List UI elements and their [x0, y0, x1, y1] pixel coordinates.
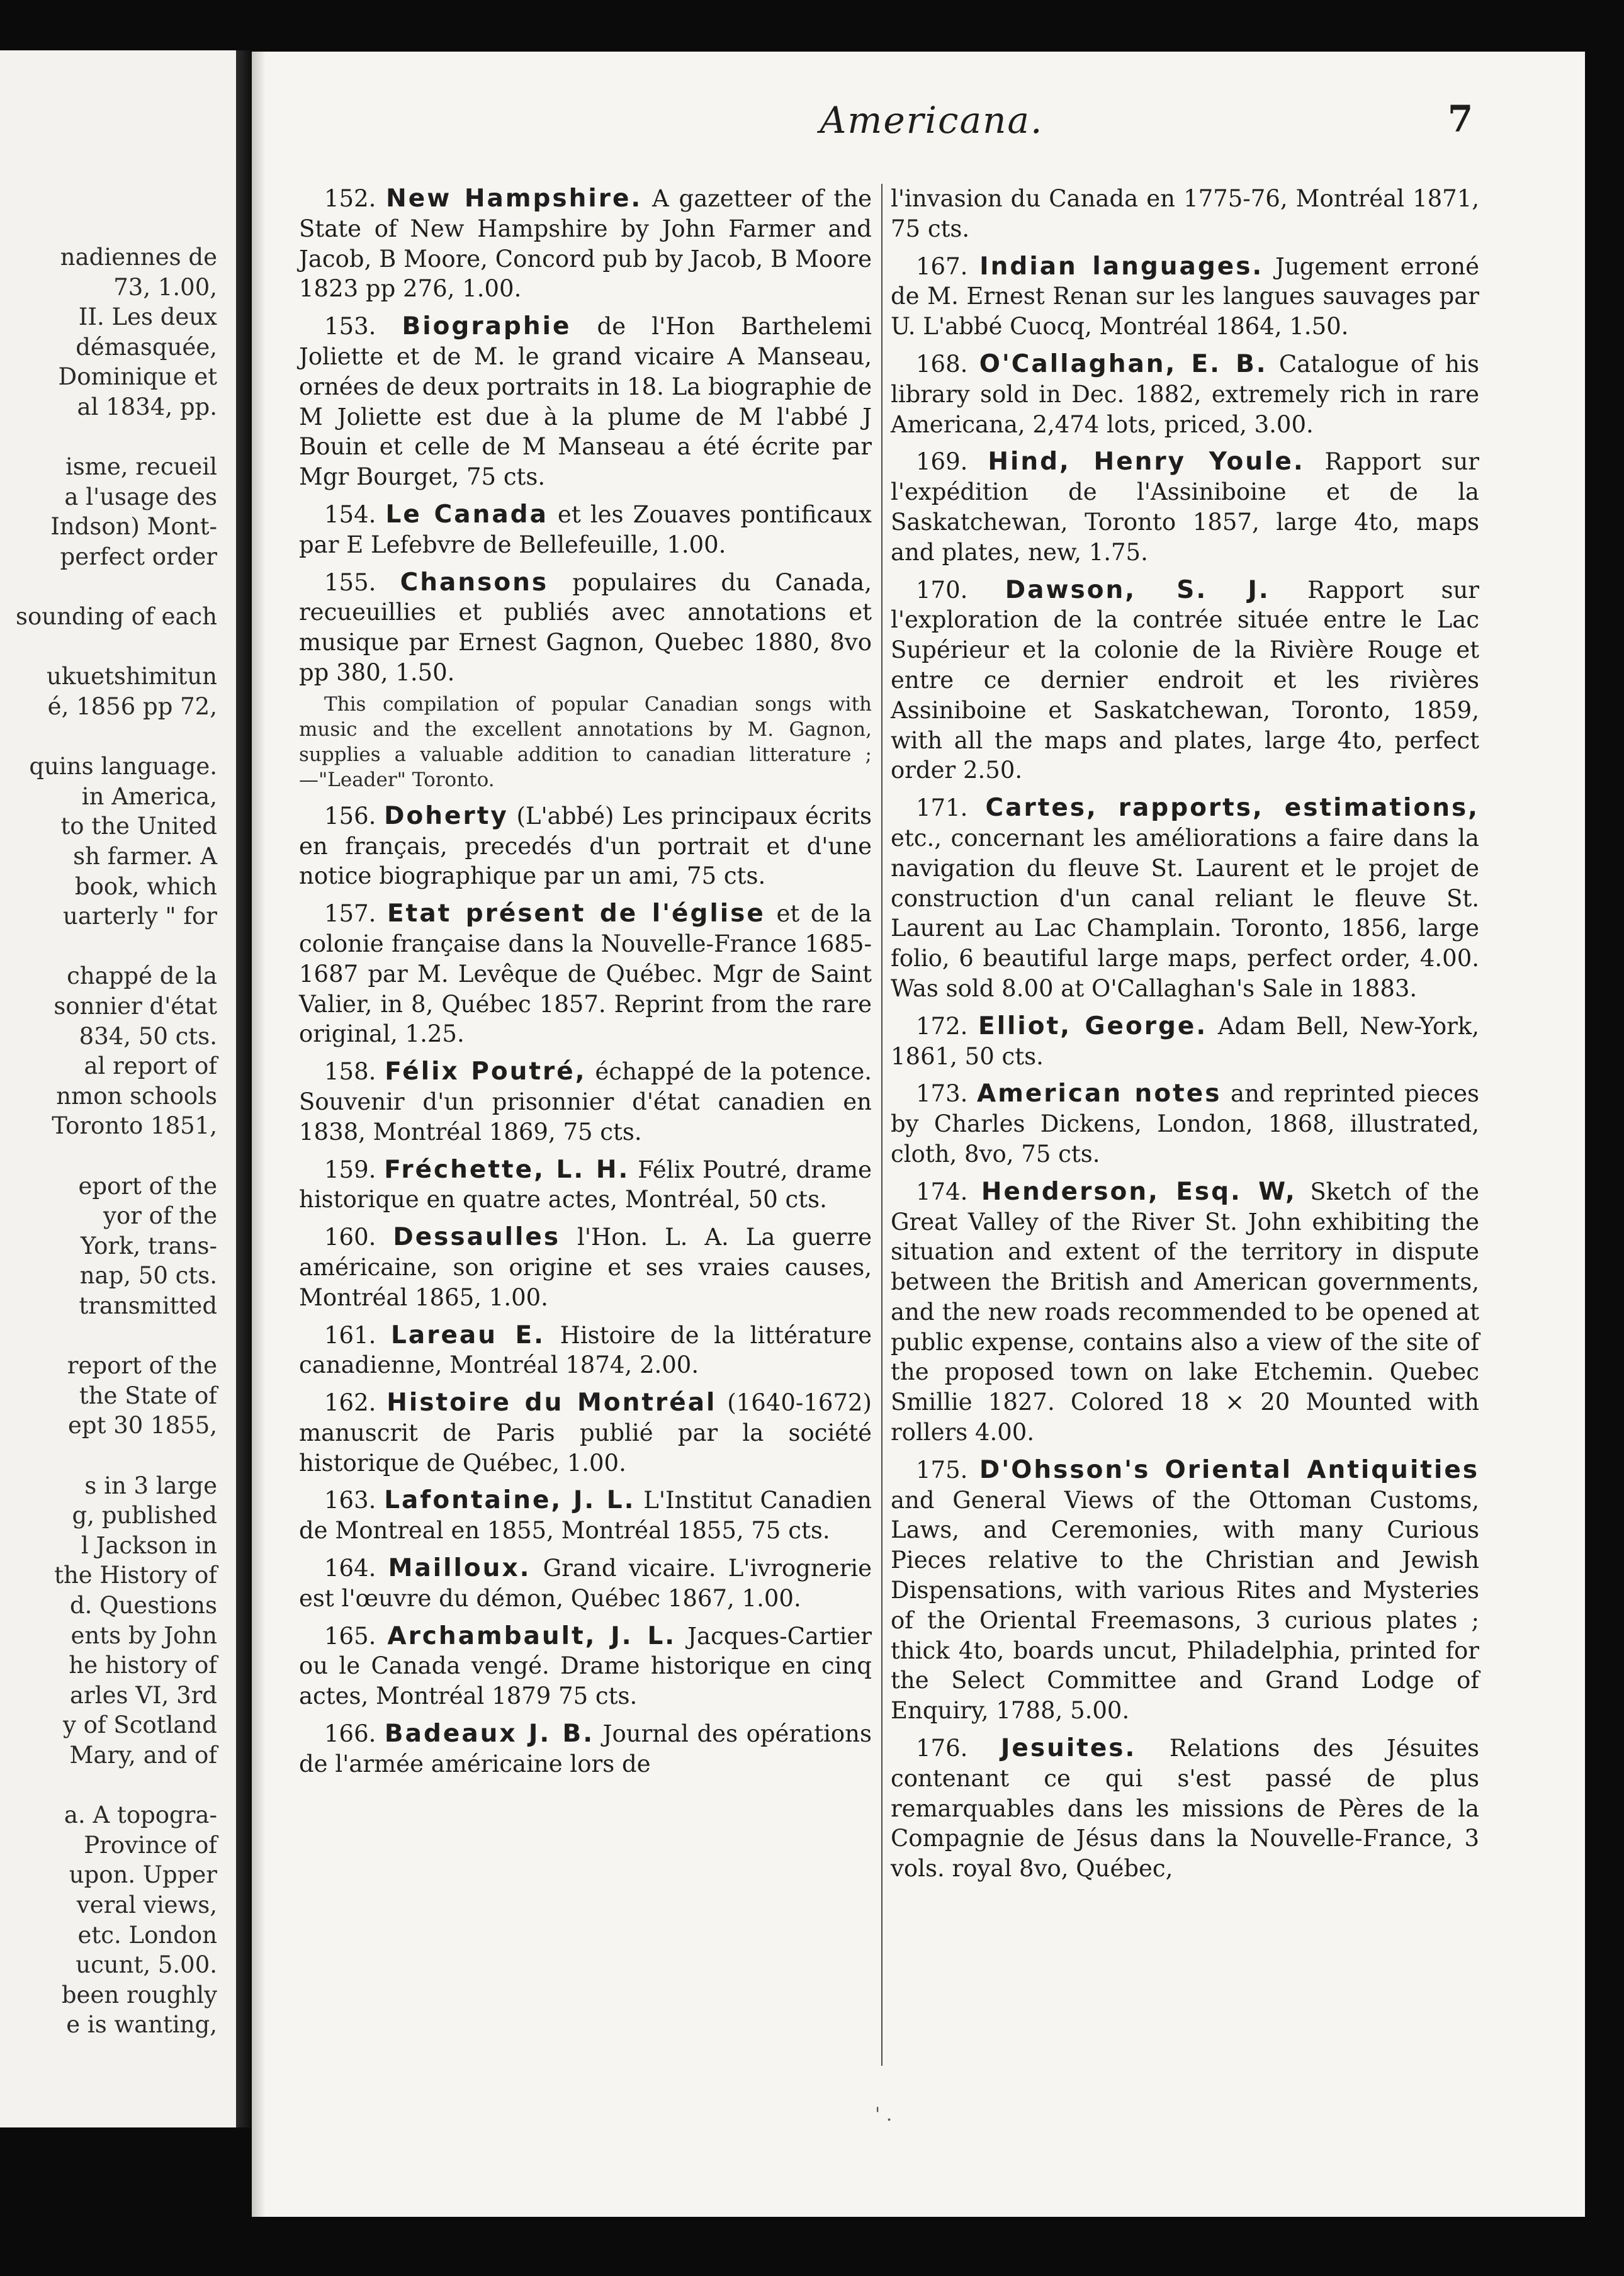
catalogue-entry	[891, 1177, 1479, 1448]
catalogue-entry	[891, 252, 1479, 342]
facing-page-line: ept 30 1855,	[68, 1412, 217, 1439]
entry-number: 166.	[324, 1720, 385, 1748]
facing-page-line: d. Questions	[69, 1592, 217, 1619]
facing-page-line: démasquée,	[76, 333, 217, 361]
book-gutter	[236, 50, 252, 2127]
catalogue-entry	[299, 312, 872, 492]
entry-text: etc., concernant les améliorations a faire dans la navigation du fleuve St. Laurent et le projet de construction d'un canal reliant le fleuve St. Laurent au Lac Champlain. Toronto, 1856, large folio, 6 beautiful large maps, perfect order, 4.00. Was sold 8.00 at O'Callaghan's Sale in 1883.	[891, 824, 1479, 1002]
entry-number: 152.	[324, 185, 386, 212]
entry-heading: Dawson, S. J.	[1005, 575, 1270, 604]
facing-page-line: 73, 1.00,	[113, 273, 217, 301]
entry-heading: Félix Poutré,	[385, 1057, 587, 1086]
entry-text: l'invasion du Canada en 1775-76, Montréal 1871, 75 cts.	[891, 185, 1479, 242]
facing-page-line: ukuetshimitun	[47, 663, 217, 690]
entry-text: Rapport sur l'exploration de la contrée située entre le Lac Supérieur et la colonie de la Rivière Rouge et entre ce dernier endroit et les rivières Assiniboine et Saskatchewan, Toronto, 1859, with all the maps and plates, large 4to, perfect order 2.50.	[891, 576, 1479, 784]
facing-page-line: transmitted	[79, 1292, 217, 1319]
entry-number: 165.	[324, 1622, 388, 1650]
column-rule	[881, 184, 882, 2066]
facing-page-line: to the United	[60, 813, 217, 840]
facing-page-line: upon. Upper	[69, 1861, 217, 1889]
entry-text: et les Zouaves pontificaux par E Lefebvre de Bellefeuille, 1.00.	[299, 500, 872, 558]
entry-heading: Lafontaine, J. L.	[384, 1486, 636, 1515]
entry-heading: Cartes, rapports, estimations,	[985, 794, 1479, 823]
facing-page-line: al 1834, pp.	[77, 393, 217, 420]
facing-page-line: Toronto 1851,	[52, 1112, 217, 1140]
catalogue-entry	[299, 568, 872, 688]
entry-text: Journal des opérations de l'armée américaine lors de	[299, 1720, 872, 1777]
facing-page-line: the State of	[79, 1382, 217, 1409]
entry-number: 159.	[324, 1156, 385, 1183]
entry-heading: Mailloux.	[388, 1554, 531, 1583]
entry-number: 168.	[916, 350, 979, 378]
catalogue-entry	[891, 184, 1479, 244]
entry-number: 170.	[916, 576, 1005, 604]
entry-heading: D'Ohsson's Oriental Antiquities	[979, 1455, 1479, 1484]
entry-text: (L'abbé) Les principaux écrits en français, precedés d'un portrait et d'une notice biographique par un ami, 75 cts.	[299, 802, 872, 890]
catalogue-entry	[299, 1057, 872, 1147]
facing-page-line: al report of	[84, 1052, 217, 1080]
facing-page-line: Province of	[84, 1831, 217, 1859]
entry-number: 164.	[324, 1555, 388, 1582]
facing-page-line: Mary, and of	[69, 1742, 217, 1769]
entry-number: 154.	[324, 500, 386, 528]
entry-text: Catalogue of his library sold in Dec. 1882, extremely rich in rare Americana, 2,474 lots, priced, 3.00.	[891, 350, 1479, 438]
facing-page-line: chappé de la	[67, 962, 217, 990]
entry-heading: Archambault, J. L.	[387, 1621, 677, 1650]
catalogue-entry	[891, 1455, 1479, 1726]
entry-number: 161.	[324, 1321, 392, 1349]
facing-page-line: l Jackson in	[81, 1531, 217, 1559]
catalogue-entry	[891, 1079, 1479, 1169]
running-head: Americana.	[820, 99, 1044, 142]
facing-page-line: veral views,	[76, 1891, 217, 1918]
catalogue-entry	[299, 1719, 872, 1779]
catalogue-entry	[891, 349, 1479, 439]
facing-page-line: s in 3 large	[84, 1472, 217, 1499]
facing-page-line: yor of the	[103, 1202, 217, 1230]
entry-text: Histoire de la littérature canadienne, Montréal 1874, 2.00.	[299, 1321, 872, 1379]
scan-border	[1585, 0, 1624, 2276]
catalogue-entry	[891, 1733, 1479, 1884]
catalogue-entry	[299, 1222, 872, 1312]
facing-page-line: é, 1856 pp 72,	[47, 693, 217, 720]
facing-page-line: in America,	[81, 782, 217, 810]
entry-heading: Indian languages.	[979, 252, 1264, 281]
entry-number: 173.	[916, 1080, 978, 1108]
entry-heading: Jesuites.	[1000, 1734, 1137, 1763]
facing-page-line: a. A topogra-	[64, 1801, 217, 1829]
entry-text: et de la colonie française dans la Nouvelle-France 1685-1687 par M. Levêque de Québec. Mgr de Saint Valier, in 8, Québec 1857. Reprint from the rare original, 1.25.	[299, 900, 872, 1048]
catalogue-entry	[299, 1621, 872, 1711]
entry-heading: Fréchette, L. H.	[384, 1155, 630, 1184]
entry-text: and reprinted pieces by Charles Dickens, London, 1868, illustrated, cloth, 8vo, 75 cts.	[891, 1080, 1479, 1168]
facing-page-line: etc. London	[77, 1921, 217, 1949]
entry-text: L'Institut Canadien de Montreal en 1855, Montréal 1855, 75 cts.	[299, 1487, 872, 1545]
entry-heading: Etat présent de l'église	[387, 899, 765, 928]
entry-heading: Elliot, George.	[978, 1011, 1208, 1040]
facing-page-line: II. Les deux	[78, 303, 217, 331]
facing-page-line: eport of the	[78, 1172, 217, 1200]
entry-text: A gazetteer of the State of New Hampshire by John Farmer and Jacob, B Moore, Concord pub by Jacob, B Moore 1823 pp 276, 1.00.	[299, 185, 872, 303]
entry-heading: O'Callaghan, E. B.	[979, 349, 1268, 378]
entry-number: 158.	[324, 1058, 385, 1086]
facing-page-line: book, which	[74, 872, 217, 900]
entry-heading: Hind, Henry Youle.	[988, 448, 1305, 476]
entry-number: 155.	[324, 568, 400, 596]
entry-number: 163.	[324, 1487, 385, 1514]
entry-note: This compilation of popular Canadian songs with music and the excellent annotations by M. Gagnon, supplies a valuable addition to canadian litterature ;—"Leader" Toronto.	[299, 692, 872, 791]
catalogue-entry	[299, 801, 872, 891]
facing-page-line: report of the	[67, 1352, 217, 1380]
entry-text: échappé de la potence. Souvenir d'un prisonnier d'état canadien en 1838, Montréal 1869, 75 cts.	[299, 1058, 872, 1146]
entry-number: 174.	[916, 1178, 981, 1205]
entry-heading: New Hampshire.	[386, 184, 643, 213]
catalogue-entry	[299, 1388, 872, 1478]
catalogue-entry	[299, 1485, 872, 1546]
facing-page-line: 834, 50 cts.	[79, 1022, 217, 1050]
entry-text: Relations des Jésuites contenant ce qui s'est passé de plus remarquables dans les missions de Pères de la Compagnie de Jésus dans la Nouvelle-France, 3 vols. royal 8vo, Québec,	[891, 1735, 1479, 1883]
entry-number: 160.	[324, 1224, 393, 1251]
entry-text: populaires du Canada, recueuillies et publiés avec annotations et musique par Ernest Gagnon, Quebec 1880, 8vo pp 380, 1.50.	[299, 568, 872, 686]
entry-text: Félix Poutré, drame historique en quatre actes, Montréal, 50 cts.	[299, 1156, 872, 1214]
catalogue-entry	[299, 184, 872, 304]
entry-text: Jacques-Cartier ou le Canada vengé. Drame historique en cinq actes, Montréal 1879 75 cts.	[299, 1622, 872, 1710]
entry-number: 153.	[324, 313, 402, 341]
right-column	[891, 184, 1479, 1891]
entry-text: Grand vicaire. L'ivrognerie est l'œuvre du démon, Québec 1867, 1.00.	[299, 1555, 872, 1612]
facing-page-line: the History of	[54, 1562, 217, 1589]
entry-heading: Chansons	[400, 568, 549, 597]
entry-number: 162.	[324, 1389, 387, 1417]
entry-text: Rapport sur l'expédition de l'Assiniboine et de la Saskatchewan, Toronto 1857, large 4to, maps and plates, new, 1.75.	[891, 448, 1479, 566]
facing-page-line: he history of	[69, 1652, 217, 1679]
facing-page-line: been roughly	[61, 1981, 217, 2008]
entry-heading: Histoire du Montréal	[386, 1389, 717, 1417]
entry-text: Jugement erroné de M. Ernest Renan sur les langues sauvages par U. L'abbé Cuocq, Montréal 1864, 1.50.	[891, 252, 1479, 341]
facing-page-line: quins language.	[29, 753, 217, 780]
page-number: 7	[1447, 98, 1474, 140]
facing-page-line: Indson) Mont-	[50, 513, 217, 541]
catalogue-entry	[891, 447, 1479, 567]
left-column	[299, 184, 872, 1787]
entry-heading: Lareau E.	[391, 1321, 545, 1349]
entry-text: l'Hon. L. A. La guerre américaine, son origine et ses vraies causes, Montréal 1865, 1.00.	[299, 1224, 872, 1311]
facing-page-line: g, published	[72, 1502, 217, 1530]
catalogue-entry	[299, 899, 872, 1049]
entry-number: 175.	[916, 1456, 979, 1484]
facing-page-line: isme, recueil	[65, 453, 217, 481]
catalogue-entry	[299, 500, 872, 560]
entry-heading: Badeaux J. B.	[384, 1720, 595, 1749]
entry-heading: Henderson, Esq. W,	[981, 1177, 1297, 1206]
entry-heading: Dessaulles	[393, 1223, 561, 1252]
facing-page-fragment	[0, 50, 236, 2127]
catalogue-entry	[299, 1155, 872, 1215]
facing-page-line: y of Scotland	[62, 1711, 217, 1739]
facing-page-line: York, trans-	[80, 1232, 217, 1259]
catalogue-entry	[891, 1011, 1479, 1072]
stray-mark: ' .	[875, 2104, 893, 2126]
entry-number: 167.	[916, 252, 980, 280]
facing-page-line: perfect order	[60, 543, 217, 570]
facing-page-line: sounding of each	[16, 603, 217, 631]
entry-text: Sketch of the Great Valley of the River St. John exhibiting the situation and extent of the territory in dispute between the British and American governments, and the new roads recommended to be opened at public expense, contains also a view of the site of the proposed town on lake Etchemin. Quebec Smillie 1827. Colored 18 × 20 Mounted with rollers 4.00.	[891, 1178, 1479, 1446]
facing-page-line: nap, 50 cts.	[79, 1262, 217, 1290]
facing-page-line: sh farmer. A	[73, 843, 217, 870]
entry-text: Adam Bell, New-York, 1861, 50 cts.	[891, 1012, 1479, 1070]
catalogue-page	[252, 52, 1585, 2217]
entry-number: 157.	[324, 900, 388, 928]
entry-heading: Doherty	[384, 801, 509, 830]
facing-page-line: nmon schools	[56, 1082, 217, 1110]
catalogue-entry	[891, 575, 1479, 786]
entry-heading: American notes	[977, 1079, 1222, 1108]
catalogue-entry	[299, 1553, 872, 1614]
entry-number: 171.	[916, 794, 986, 822]
entry-number: 169.	[916, 448, 988, 476]
catalogue-entry	[891, 793, 1479, 1004]
entry-heading: Le Canada	[385, 500, 548, 529]
entry-number: 156.	[324, 802, 385, 830]
entry-text: (1640-1672) manuscrit de Paris publié par la société historique de Québec, 1.00.	[299, 1389, 872, 1477]
facing-page-line: uarterly " for	[63, 903, 217, 930]
entry-number: 172.	[916, 1012, 979, 1040]
facing-page-line: sonnier d'état	[54, 993, 217, 1020]
facing-page-line: ucunt, 5.00.	[76, 1951, 217, 1979]
catalogue-entry	[299, 1321, 872, 1381]
facing-page-line: arles VI, 3rd	[70, 1681, 217, 1709]
entry-heading: Biographie	[402, 312, 572, 341]
facing-page-line: e is wanting,	[66, 2011, 217, 2039]
entry-text: de l'Hon Barthelemi Joliette et de M. le grand vicaire A Manseau, ornées de deux portraits in 18. La biographie de M Joliette est due à la plume de M l'abbé J Bouin et celle de M Manseau a été écrite par Mgr Bourget, 75 cts.	[299, 313, 872, 491]
facing-page-line: a l'usage des	[64, 483, 217, 510]
facing-page-line: ents by John	[70, 1621, 217, 1649]
entry-number: 176.	[916, 1735, 1001, 1762]
facing-page-line: Dominique et	[58, 363, 217, 391]
facing-page-line: nadiennes de	[60, 244, 217, 271]
entry-text: and General Views of the Ottoman Customs, Laws, and Ceremonies, with many Curious Pieces relative to the Christian and Jewish Dispensations, with various Rites and Mysteries of the Oriental Freemasons, 3 curious plates ; thick 4to, boards uncut, Philadelphia, printed for the Select Committee and Grand Lodge of Enquiry, 1788, 5.00.	[891, 1486, 1479, 1725]
